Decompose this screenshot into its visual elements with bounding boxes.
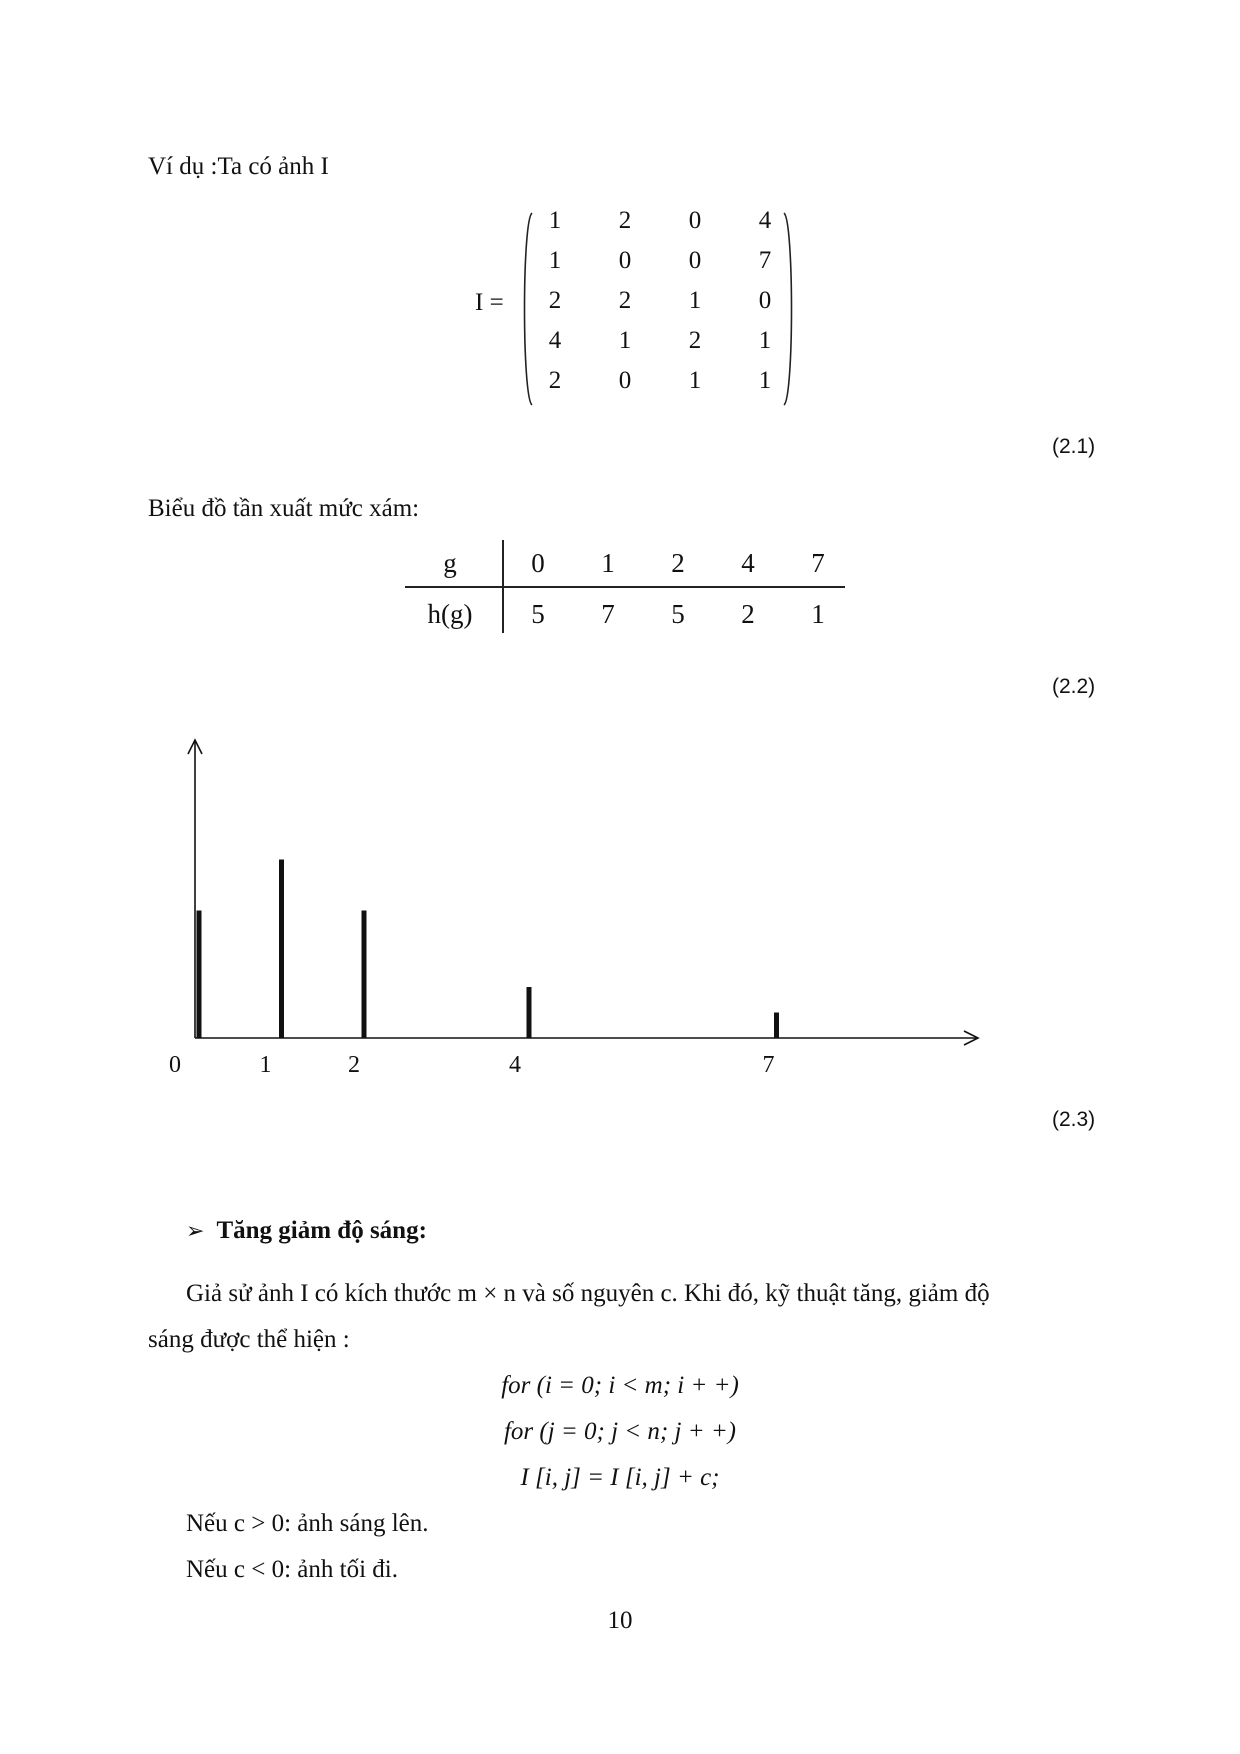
histogram-bar — [527, 987, 532, 1038]
table-header-label: g — [443, 548, 457, 578]
equation-number: (2.3) — [1052, 1108, 1096, 1131]
matrix-cell: 2 — [688, 327, 702, 354]
table-g-value: 2 — [671, 548, 685, 578]
matrix-label: I = — [475, 289, 504, 316]
code-line: for (j = 0; j < n; j + +) — [503, 1418, 737, 1445]
table-g-value: 4 — [741, 548, 755, 578]
table-h-value: 2 — [741, 599, 755, 629]
condition-line: Nếu c < 0: ảnh tối đi. — [186, 1556, 398, 1583]
matrix-cell: 1 — [548, 247, 562, 274]
page-number: 10 — [607, 1607, 633, 1634]
tick-label: 7 — [762, 1052, 775, 1078]
matrix-cell: 4 — [548, 327, 562, 354]
matrix-cell: 1 — [758, 367, 772, 394]
histogram-bars — [197, 860, 780, 1039]
matrix-cell: 2 — [548, 287, 562, 314]
histogram-axes — [188, 740, 978, 1045]
histogram-chart — [140, 730, 1000, 1100]
table-g-value: 0 — [531, 548, 545, 578]
histogram-tick-labels — [169, 1052, 775, 1078]
matrix-cell: 0 — [618, 367, 632, 394]
histogram-bar — [197, 911, 202, 1039]
table-h-value: 7 — [601, 599, 615, 629]
paragraph-line: sáng được thể hiện : — [148, 1326, 350, 1353]
matrix-cell: 1 — [688, 367, 702, 394]
matrix-cell: 1 — [688, 287, 702, 314]
matrix-cell: 1 — [548, 207, 562, 234]
matrix-cell: 0 — [758, 287, 772, 314]
matrix-cell: 4 — [758, 207, 772, 234]
tick-label: 4 — [509, 1052, 521, 1078]
tick-label: 1 — [259, 1052, 272, 1078]
matrix-cell: 0 — [688, 247, 702, 274]
example-intro: Ví dụ :Ta có ảnh I — [148, 153, 329, 180]
matrix-cell: 7 — [758, 247, 772, 274]
table-divider-vertical — [502, 540, 504, 633]
table-h-value: 1 — [811, 599, 825, 629]
left-paren — [520, 211, 534, 407]
table-h-value: 5 — [531, 599, 545, 629]
matrix-cell: 1 — [758, 327, 772, 354]
equation-number: (2.2) — [1052, 675, 1096, 698]
frequency-table — [405, 540, 850, 640]
table-h-value: 5 — [671, 599, 685, 629]
section-title: Tăng giảm độ sáng: — [216, 1217, 427, 1244]
bullet-arrow-icon: ➢ — [186, 1219, 205, 1244]
matrix-I — [520, 205, 792, 405]
condition-line: Nếu c > 0: ảnh sáng lên. — [186, 1510, 429, 1537]
matrix-cell: 2 — [618, 207, 632, 234]
histogram-bar — [362, 911, 367, 1039]
matrix-cell: 0 — [618, 247, 632, 274]
paragraph-line: Giả sử ảnh I có kích thước m × n và số nguyên c. Khi đó, kỹ thuật tăng, giảm độ — [186, 1280, 990, 1307]
histogram-heading: Biểu đồ tần xuất mức xám: — [148, 495, 420, 522]
histogram-bar — [774, 1013, 779, 1039]
table-g-value: 7 — [811, 548, 825, 578]
matrix-cell: 2 — [548, 367, 562, 394]
matrix-cell: 0 — [688, 207, 702, 234]
code-line: for (i = 0; i < m; i + +) — [501, 1372, 739, 1399]
tick-label: 2 — [348, 1052, 360, 1078]
section-heading — [186, 1218, 427, 1243]
table-row-label: h(g) — [427, 599, 473, 629]
table-g-value: 1 — [601, 548, 615, 578]
equation-number: (2.1) — [1052, 435, 1096, 458]
tick-label: 0 — [169, 1052, 181, 1078]
histogram-bar — [279, 860, 284, 1039]
matrix-cell: 1 — [618, 327, 632, 354]
matrix-cell: 2 — [618, 287, 632, 314]
code-line: I [i, j] = I [i, j] + c; — [520, 1464, 720, 1491]
table-divider-horizontal — [405, 586, 845, 588]
